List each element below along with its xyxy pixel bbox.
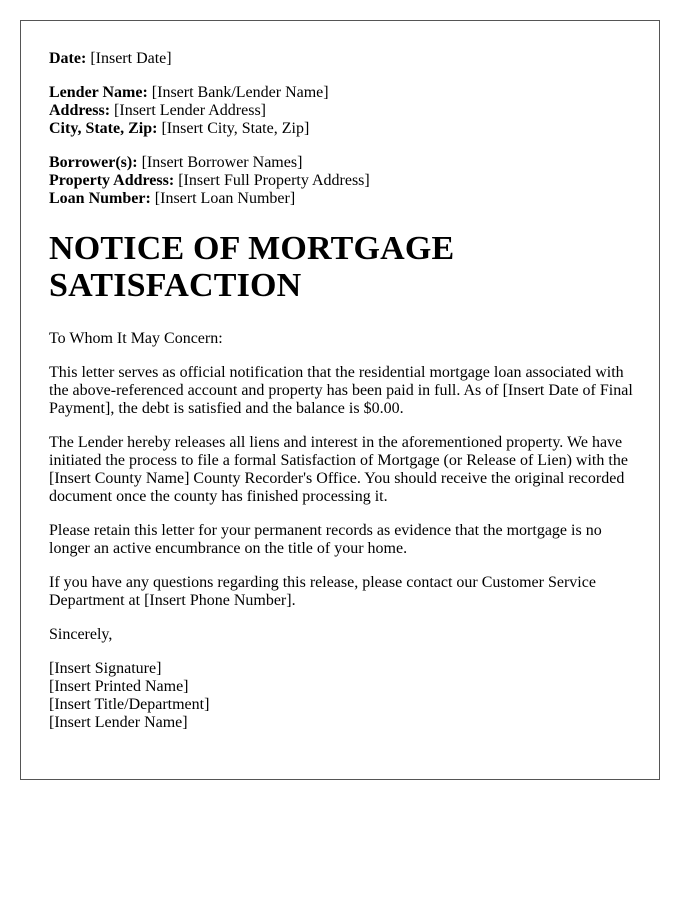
- date-value: [Insert Date]: [86, 50, 172, 67]
- closing: [49, 626, 631, 644]
- letter-page: [20, 20, 660, 780]
- borrower-value: [Insert Borrower Names]: [137, 154, 303, 171]
- lender-block: [49, 84, 631, 138]
- borrower-block: [49, 154, 631, 208]
- paragraph-line: The Lender hereby releases all liens and interest in the aforementioned property. We have: [49, 434, 623, 451]
- paragraph-line: the above-referenced account and property has been paid in full. As of [Insert Date of Final: [49, 382, 633, 399]
- title-line-1: NOTICE OF MORTGAGE: [49, 230, 455, 267]
- borrower-label: Borrower(s):: [49, 154, 138, 171]
- paragraph-line: longer an active encumbrance on the title of your home.: [49, 540, 408, 557]
- lender-name-label: Lender Name:: [49, 84, 148, 101]
- lender-address-value: [Insert Lender Address]: [110, 102, 266, 119]
- paragraph-lien-release: [49, 434, 631, 506]
- paragraph-line: document once the county has finished processing it.: [49, 488, 388, 505]
- document-title: [49, 230, 631, 304]
- signature-block: [49, 660, 631, 732]
- lender-city-value: [Insert City, State, Zip]: [157, 120, 310, 137]
- property-address-value: [Insert Full Property Address]: [174, 172, 370, 189]
- lender-address-label: Address:: [49, 102, 111, 119]
- paragraph-line: initiated the process to file a formal Satisfaction of Mortgage (or Release of Lien) with the: [49, 452, 628, 469]
- date-label: Date:: [49, 50, 87, 67]
- lender-city-label: City, State, Zip:: [49, 120, 158, 137]
- title-line-2: SATISFACTION: [49, 267, 302, 304]
- lender-city-line: [49, 120, 631, 138]
- loan-number-value: [Insert Loan Number]: [150, 190, 296, 207]
- signature-line: [Insert Signature]: [49, 660, 162, 677]
- printed-name-line: [Insert Printed Name]: [49, 678, 189, 695]
- salutation-text: To Whom It May Concern:: [49, 330, 223, 347]
- paragraph-line: Please retain this letter for your permanent records as evidence that the mortgage is no: [49, 522, 602, 539]
- paragraph-line: [Insert County Name] County Recorder's Office. You should receive the original recorded: [49, 470, 625, 487]
- title-department-line: [Insert Title/Department]: [49, 696, 210, 713]
- paragraph-retain-records: [49, 522, 631, 558]
- borrower-line: [49, 154, 631, 172]
- date-line: [49, 50, 631, 68]
- loan-number-line: [49, 190, 631, 208]
- lender-name-value: [Insert Bank/Lender Name]: [147, 84, 329, 101]
- paragraph-line: Payment], the debt is satisfied and the balance is $0.00.: [49, 400, 404, 417]
- paragraph-notification: [49, 364, 631, 418]
- property-address-label: Property Address:: [49, 172, 175, 189]
- paragraph-line: This letter serves as official notification that the residential mortgage loan associated with: [49, 364, 624, 381]
- lender-address-line: [49, 102, 631, 120]
- date-block: [49, 50, 631, 68]
- property-address-line: [49, 172, 631, 190]
- salutation: [49, 330, 631, 348]
- loan-number-label: Loan Number:: [49, 190, 151, 207]
- closing-text: Sincerely,: [49, 626, 113, 643]
- paragraph-contact: [49, 574, 631, 610]
- lender-name-sign-line: [Insert Lender Name]: [49, 714, 188, 731]
- lender-name-line: [49, 84, 631, 102]
- paragraph-line: Department at [Insert Phone Number].: [49, 592, 296, 609]
- paragraph-line: If you have any questions regarding this release, please contact our Customer Service: [49, 574, 596, 591]
